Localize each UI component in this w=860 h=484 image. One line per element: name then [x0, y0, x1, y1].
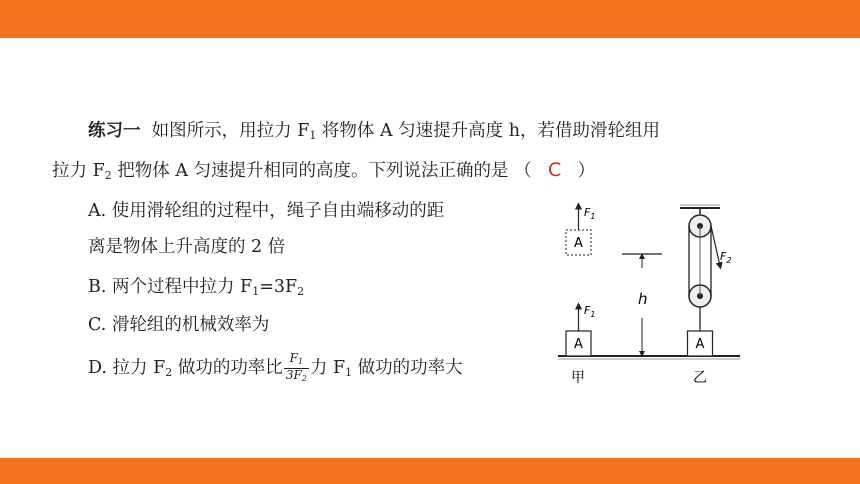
caption-right: 乙: [693, 370, 707, 386]
force-f2-arrow: [711, 226, 720, 266]
block-a-raised-label: A: [574, 236, 583, 251]
bottom-banner: [0, 458, 860, 484]
efficiency-fraction: $\frac{F_1}{3F_2}$: [285, 351, 307, 383]
option-a-line2: 离是物体上升高度的 2 倍: [88, 237, 286, 257]
option-a-line1: A. 使用滑轮组的过程中，绳子自由端移动的距: [88, 201, 445, 221]
question-stem-line2: 拉力 $F_2$ 把物体 A 匀速提升相同的高度。下列说法正确的是 （ C ）: [52, 159, 596, 182]
force-f1-label-bottom: $F_1$: [584, 304, 596, 319]
option-d: D. 拉力 $F_2$ 做功的功率比 $\frac{F_1}{3F_2}$ 力 $F_1$ 做功的功率大: [88, 351, 463, 383]
question-label: 练习一: [88, 121, 141, 141]
pulley-figure: [554, 196, 744, 388]
block-a-right-label: A: [695, 337, 705, 352]
force-f1-label-top: $F_1$: [584, 206, 596, 221]
option-c: C. 滑轮组的机械效率为: [88, 315, 270, 335]
block-a-left-label: A: [574, 337, 583, 352]
option-b: B. 两个过程中拉力 $F_1=3F_2$: [88, 277, 305, 298]
top-banner: [0, 0, 860, 38]
caption-left: 甲: [571, 370, 585, 386]
force-f2-label: $F_2$: [720, 250, 732, 265]
question-stem-line1: 练习一 如图所示，用拉力 $F_1$ 将物体 A 匀速提升高度 h，若借助滑轮组用: [88, 121, 661, 142]
height-label: h: [638, 290, 648, 308]
answer-mark: C: [547, 159, 562, 181]
